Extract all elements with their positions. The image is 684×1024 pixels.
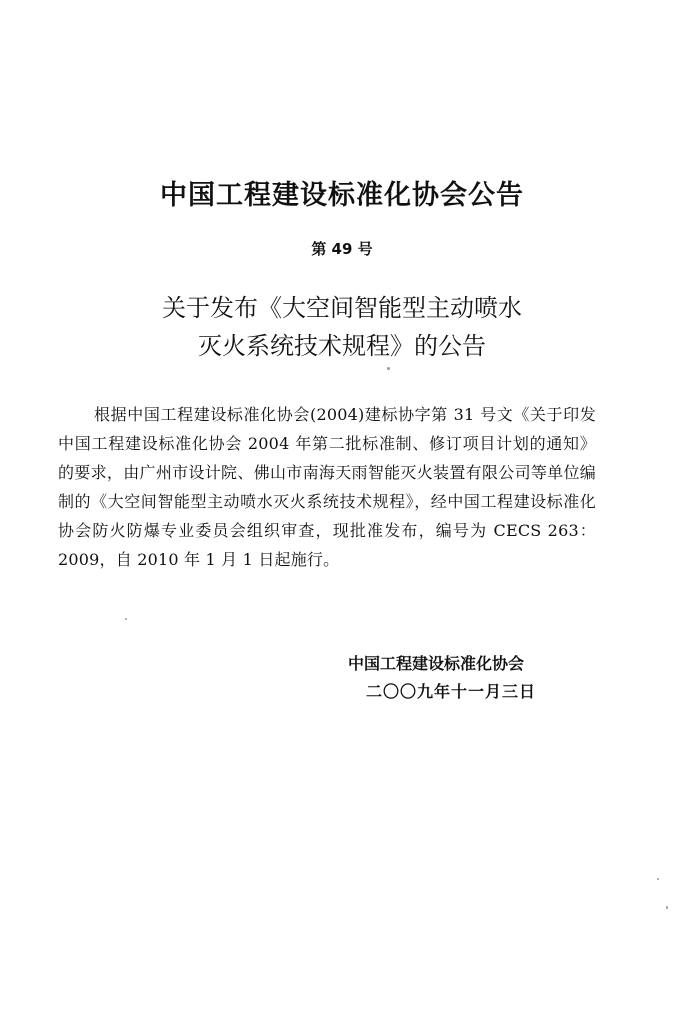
announcement-number: 第 49 号	[311, 240, 373, 258]
signature-block	[348, 650, 578, 706]
signature-organization: 中国工程建设标准化协会	[348, 654, 525, 673]
notice-title-line-1: 关于发布《大空间智能型主动喷水	[162, 294, 522, 322]
scan-speck	[387, 367, 390, 370]
announcement-body: 根据中国工程建设标准化协会(2004)建标协字第 31 号文《关于印发中国工程建设标准化协会 2004 年第二批标准制、修订项目计划的通知》的要求，由广州市设计院、佛山市南海天雨智能灭火装置有限公司等单位编制的《大空间智能型主动喷水灭火系统技术规程》，经中国工程建设标准化协会防火防爆专业委员会组织审查，现批准发布，编号为 CECS 263：2009，自 2010 年 1 月 1 日起施行。	[58, 405, 596, 569]
notice-title	[0, 289, 684, 365]
notice-title-line-2: 灭火系统技术规程》的公告	[198, 332, 486, 360]
scan-speck	[657, 878, 659, 880]
scan-speck	[125, 618, 127, 620]
organization-title: 中国工程建设标准化协会公告	[160, 180, 524, 211]
scan-speck	[666, 906, 668, 909]
signature-date: 二〇〇九年十一月三日	[366, 682, 537, 701]
